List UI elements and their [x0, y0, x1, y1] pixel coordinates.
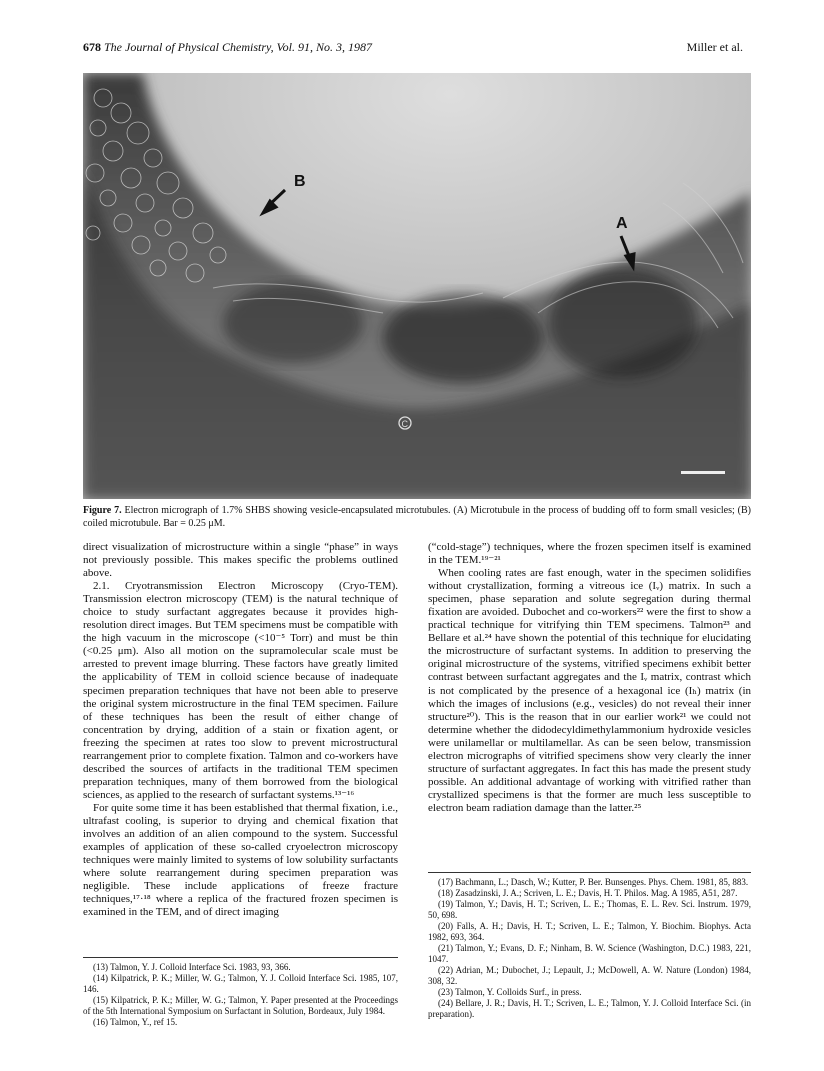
right-para-2: When cooling rates are fast enough, water in the specimen solidifies without crystallization, forming a vitreous ice (Iᵥ) matrix. In such a specimen, phase separation and solute segregation during thermal fixation are avoided. Dubochet and co-workers²² were the first to show a practical technique for vitrifying thin TEM specimens. Talmon²³ and Bellare et al.²⁴ have shown the potential of this technique for elucidating the microstructure of surfactant systems. In addition to preserving the original microstructure of the systems, vitrified specimens exhibit better contrast between surfactant aggregates and the Iᵥ matrix, contrast which is not complicated by the presence of a hexagonal ice (Iₕ) matrix (in which the images of inclusions (e.g., vesicles) do not reveal their inner structure²⁰). This is the reason that in our earlier work²¹ we could not determine whether the didodecyldimethylammonium hydroxide vesicles were unilamellar or multilamellar. As can be seen below, transmission electron micrographs of vitrified specimens show very clearly the inner structure of surfactant aggregates. In fact this has made the present study possible. An additional advantage of working with vitrified rather than crystallized specimens is that the former are much less susceptible to electron beam radiation damage than the latter.²⁵	[428, 567, 751, 814]
electron-micrograph	[83, 73, 751, 499]
right-column	[428, 541, 751, 815]
left-para-1: direct visualization of microstructure within a single “phase” in ways not previously possible. This makes specific the problems outlined above.	[83, 541, 398, 580]
reference-item: (14) Kilpatrick, P. K.; Miller, W. G.; Talmon, Y. J. Colloid Interface Sci. 1985, 107, 146.	[83, 973, 398, 994]
scale-bar	[681, 471, 725, 474]
label-a: A	[616, 215, 628, 232]
reference-item: (18) Zasadzinski, J. A.; Scriven, L. E.; Davis, H. T. Philos. Mag. A 1985, A51, 287.	[438, 888, 738, 898]
reference-item: (22) Adrian, M.; Dubochet, J.; Lepault, J.; McDowell, A. W. Nature (London) 1984, 308, 32.	[428, 965, 751, 986]
reference-item: (24) Bellare, J. R.; Davis, H. T.; Scriven, L. E.; Talmon, Y. J. Colloid Interface Sci. (in preparation).	[428, 998, 751, 1019]
caption-lead: Figure 7.	[83, 505, 122, 516]
reference-item: (23) Talmon, Y. Colloids Surf., in press.	[438, 987, 582, 997]
reference-item: (20) Falls, A. H.; Davis, H. T.; Scriven, L. E.; Talmon, Y. Biochim. Biophys. Acta 1982, 693, 364.	[428, 921, 751, 942]
right-para-1: (“cold-stage”) techniques, where the frozen specimen itself is examined in the TEM.¹⁹⁻²¹	[428, 541, 751, 567]
reference-item: (16) Talmon, Y., ref 15.	[93, 1017, 178, 1027]
caption-text: Electron micrograph of 1.7% SHBS showing vesicle-encapsulated microtubules. (A) Microtubule in the process of budding off to form small vesicles; (B) coiled microtubule. Bar = 0.25 μM.	[83, 505, 752, 529]
journal-citation: The Journal of Physical Chemistry, Vol. 91, No. 3, 1987	[104, 40, 372, 54]
references-left	[83, 957, 398, 1028]
page-number: 678	[83, 40, 101, 54]
left-column	[83, 541, 398, 919]
left-para-3: For quite some time it has been established that thermal fixation, i.e., ultrafast cooling, is superior to drying and chemical fixation that involves an addition of an alien compound to the system. Successful examples of application of these so-called cryoelectron microscopy techniques were mainly limited to systems of low solubility surfactants where solute rearrangement during specimen preparation was negligible. These include applications of freeze fracture techniques,¹⁷·¹⁸ where a replica of the fractured frozen specimen is examined in the TEM, and of direct imaging	[83, 801, 398, 919]
references-right	[428, 872, 751, 1020]
reference-item: (17) Bachmann, L.; Dasch, W.; Kutter, P. Ber. Bunsenges. Phys. Chem. 1981, 85, 883.	[438, 877, 749, 887]
reference-item: (15) Kilpatrick, P. K.; Miller, W. G.; Talmon, Y. Paper presented at the Proceedings of the 5th International Symposium on Surfactant in Solution, Bordeaux, July 1984.	[83, 995, 398, 1016]
reference-item: (13) Talmon, Y. J. Colloid Interface Sci. 1983, 93, 366.	[93, 962, 291, 972]
label-b: B	[294, 173, 306, 190]
reference-item: (19) Talmon, Y.; Davis, H. T.; Scriven, L. E.; Thomas, E. L. Rev. Sci. Instrum. 1979, 50, 698.	[428, 899, 751, 920]
figure-caption	[83, 505, 751, 530]
left-para-2: 2.1. Cryotransmission Electron Microscopy (Cryo-TEM). Transmission electron microscopy (TEM) is the natural technique of choice to study surfactant aggregates because it provides high-resolution direct images. But TEM specimens must be compatible with the high vacuum in the microscope (<10⁻⁵ Torr) and must be thin (<0.25 μm). Also all motion on the supramolecular scale must be arrested to prevent image blurring. These factors have greatly limited the applicability of TEM in colloid science because of inadequate specimen preparation techniques that have not been able to preserve the original system microstructure in the final TEM specimen. Failure of these techniques has been the result of either change of concentration by drying, addition of a stain or fixation agent, or freezing the specimen at rates too slow to prevent microstructural rearrangement prior to complete fixation. Talmon and co-workers have described the sources of artifacts in the traditional TEM specimen preparation techniques, many of them borrowed from the biological sciences, as applied to the research of surfactant systems.¹³⁻¹⁶	[83, 580, 398, 801]
page-header	[83, 40, 743, 56]
reference-item: (21) Talmon, Y.; Evans, D. F.; Ninham, B. W. Science (Washington, D.C.) 1983, 221, 1047.	[428, 943, 751, 964]
running-authors: Miller et al.	[686, 40, 743, 54]
label-c: C	[401, 419, 408, 429]
